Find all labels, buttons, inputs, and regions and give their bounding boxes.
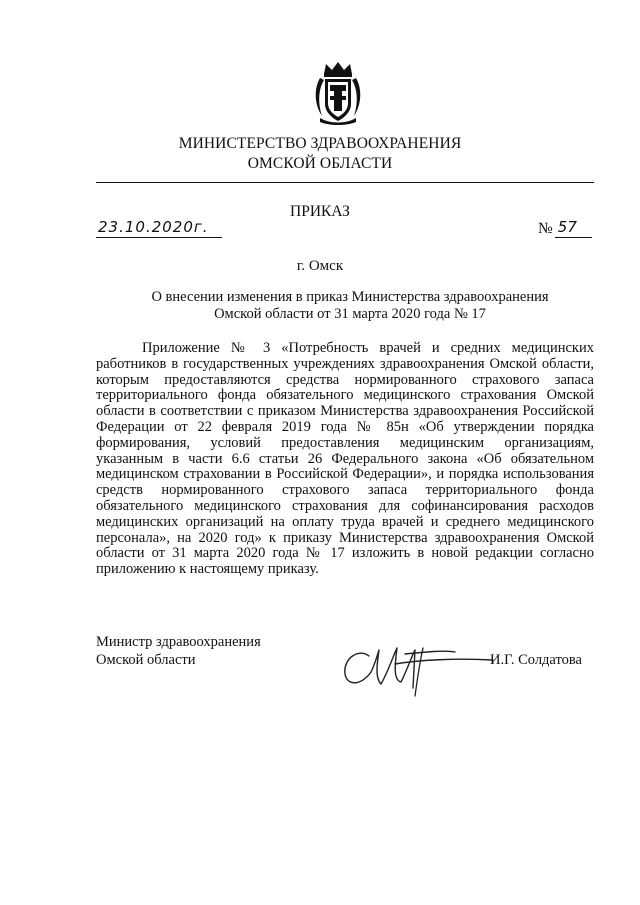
signatory-position [96,634,261,669]
document-type: ПРИКАЗ [290,203,350,220]
handwritten-signature-icon [335,630,495,700]
order-number [538,218,592,238]
ministry-name-line2: ОМСКОЙ ОБЛАСТИ [247,155,393,172]
signatory-name: И.Г. Солдатова [490,652,582,668]
order-subject-line2: Омской области от 31 марта 2020 года № 17 [214,306,486,322]
signatory-position-line1: Министр здравоохранения [96,634,261,650]
order-body-paragraph: Приложение № 3 «Потребность врачей и средних медицинских работников в государственных учреждениях здравоохранения Омской области, которым предоставляются средства нормированного страхового запаса территориального фонда обязательного медицинского страхования Омской области в соответствии с приказом Министерства здравоохранения Российской Федерации от 22 февраля 2019 года № 85н «Об утверждении порядка формирования, условий предоставления медицинским организациям, указанным в части 6.6 статьи 26 Федерального закона «Об обязательном медицинском страховании в Российской Федерации», и порядка использования средств нормированного страхового запаса территориального фонда обязательного медицинского страхования для софинансирования расходов медицинских организаций на оплату труда врачей и среднего медицинского персонала», на 2020 год» к приказу Министерства здравоохранения Омской области от 31 марта 2020 года № 17 изложить в новой редакции согласно приложению к настоящему приказу. [96,340,594,578]
signatory-position-line2: Омской области [96,651,196,668]
order-subject [130,289,570,323]
header-divider [96,182,594,183]
ministry-name-line1: МИНИСТЕРСТВО ЗДРАВООХРАНЕНИЯ [178,135,462,152]
number-sign: № [538,220,553,237]
order-number-value: 57 [555,218,592,238]
order-subject-line1: О внесении изменения в приказ Министерства здравоохранения [151,289,549,305]
omsk-coat-of-arms-icon [312,60,364,126]
city: г. Омск [296,258,344,274]
ministry-name [0,134,640,174]
order-date: 23.10.2020г. [96,218,222,238]
